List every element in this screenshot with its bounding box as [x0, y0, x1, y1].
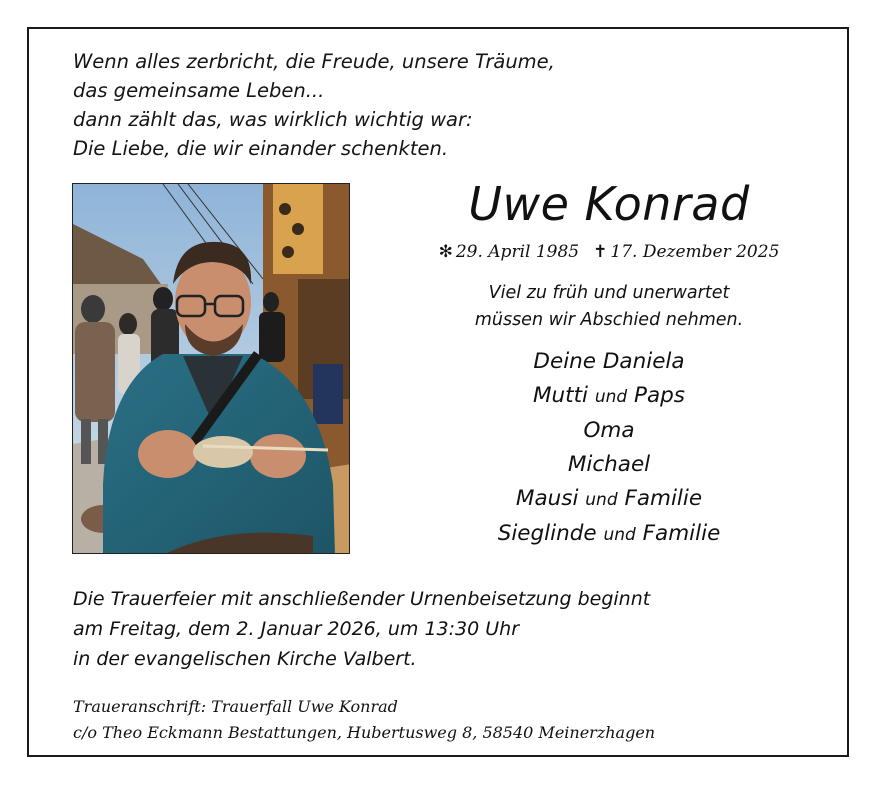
address-line: Traueranschrift: Trauerfall Uwe Konrad: [73, 697, 398, 716]
mourner-name: Familie: [642, 521, 721, 546]
message-line: müssen wir Abschied nehmen.: [474, 310, 744, 330]
birth-star-icon: ✻: [438, 242, 453, 262]
quote-line: das gemeinsame Leben...: [73, 79, 325, 102]
cross-icon: ✝: [593, 242, 608, 262]
mourning-address: [73, 694, 655, 746]
mourner-name: Mausi: [515, 486, 579, 511]
mourner-entry: [409, 482, 809, 517]
memorial-quote: [73, 47, 555, 163]
ceremony-line: Die Trauerfeier mit anschließender Urnenbeisetzung beginnt: [73, 588, 651, 610]
mourner-name: Familie: [624, 486, 703, 511]
deceased-name: Uwe Konrad: [468, 177, 750, 231]
mourners-list: [409, 345, 809, 552]
obituary-card: [27, 27, 849, 757]
birth-date: 29. April 1985: [455, 242, 580, 262]
mourner-entry: [409, 517, 809, 552]
mourner-entry: [409, 379, 809, 414]
mourner-entry: [409, 414, 809, 448]
portrait-photo: [72, 183, 350, 554]
life-dates: [409, 240, 809, 264]
quote-line: Die Liebe, die wir einander schenkten.: [73, 137, 449, 160]
mourner-name: Deine Daniela: [533, 349, 685, 374]
connector-word: und: [585, 490, 618, 510]
deceased-info: [409, 174, 809, 552]
connector-word: und: [594, 387, 628, 407]
mourner-name: Sieglinde: [497, 521, 597, 546]
mourner-name: Oma: [583, 418, 635, 443]
ceremony-line: am Freitag, dem 2. Januar 2026, um 13:30 Uhr: [73, 618, 519, 640]
quote-line: Wenn alles zerbricht, die Freude, unsere Träume,: [73, 50, 555, 73]
mourner-name: Paps: [634, 383, 686, 408]
farewell-message: [409, 280, 809, 334]
mourner-entry: [409, 448, 809, 482]
address-line: c/o Theo Eckmann Bestattungen, Hubertusweg 8, 58540 Meinerzhagen: [73, 723, 656, 742]
mourner-name: Mutti: [532, 383, 588, 408]
mourner-entry: [409, 345, 809, 379]
death-date: 17. Dezember 2025: [610, 242, 780, 262]
mourner-name: Michael: [567, 452, 651, 477]
ceremony-line: in der evangelischen Kirche Valbert.: [73, 648, 417, 670]
quote-line: dann zählt das, was wirklich wichtig war:: [73, 108, 473, 131]
ceremony-info: [73, 584, 650, 674]
message-line: Viel zu früh und unerwartet: [488, 283, 730, 303]
connector-word: und: [603, 525, 636, 545]
